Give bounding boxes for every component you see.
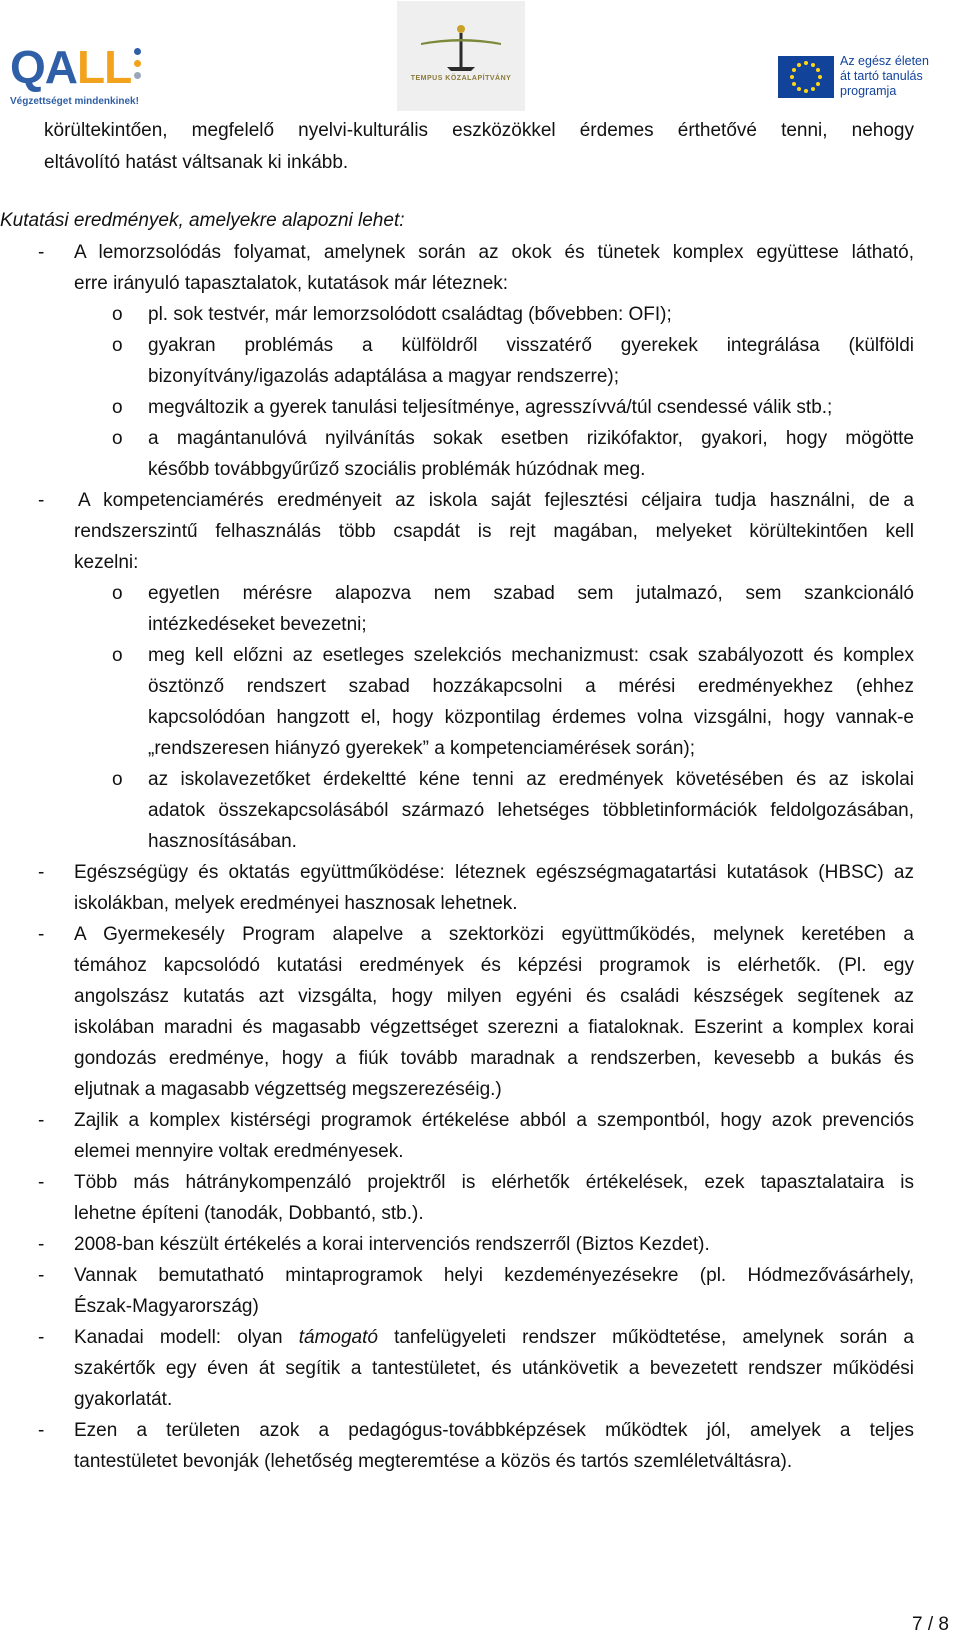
list-dash: - [38,1327,45,1348]
list-bullet: o [112,645,123,666]
tempus-logo [397,1,525,111]
list-dash: - [38,862,45,883]
text-line: A lemorzsolódás folyamat, amelynek során az okok és tünetek komplex együttese látható, [74,242,914,263]
text-line: egyetlen mérésre alapozva nem szabad sem jutalmazó, sem szankcionáló [148,583,914,604]
text-line: erre irányuló tapasztalatok, kutatások már léteznek: [74,273,509,294]
text-line: pl. sok testvér, már lemorzsolódott családtag (bővebben: OFI); [148,304,672,325]
list-dash: - [38,490,45,511]
section-heading: Kutatási eredmények, amelyekre alapozni lehet: [0,210,405,231]
text-line: Zajlik a komplex kistérségi programok értékelése abból a szempontból, hogy azok prevenciós [74,1110,914,1131]
text-line: az iskolavezetőket érdekeltté kéne tenni az eredmények követésében és az iskolai [148,769,914,790]
qall-logo-ll: LL [77,41,132,93]
text-line: adatok összekapcsolásából származó lehetséges többletinformációk feldolgozásában, [148,800,914,821]
qall-dots-icon [134,48,142,84]
text-line: Egészségügy és oktatás együttműködése: léteznek egészségmagatartási kutatások (HBSC) az [74,862,914,883]
text-line: kezelni: [74,552,139,573]
qall-logo [10,42,145,106]
text-line: Vannak bemutatható mintaprogramok helyi kezdeményezésekre (pl. Hódmezővásárhely, [74,1265,914,1286]
text-line: Több más hátránykompenzáló projektről is elérhetők értékelések, ezek tapasztalataira is [74,1172,914,1193]
text-line: gyakran problémás a külföldről visszatérő gyerekek integrálása (külföldi [148,335,914,356]
text-line: eltávolító hatást váltsanak ki inkább. [44,152,349,173]
emphasis: támogató [298,1327,378,1348]
qall-logo-q: QA [10,41,77,93]
eu-flag-icon [778,56,834,98]
text-line: „rendszeresen hiányzó gyerekek” a kompetenciamérések során); [148,738,696,759]
list-bullet: o [112,335,123,356]
text-line: témához kapcsolódó kutatási eredmények és képzési programok is elérhetők. (Pl. egy [74,955,914,976]
eu-stars-icon [778,56,834,98]
list-bullet: o [112,583,123,604]
list-bullet: o [112,769,123,790]
tempus-emblem-icon [417,23,505,73]
list-bullet: o [112,397,123,418]
qall-tagline: Végzettséget mindenkinek! [10,96,139,107]
text-line: rendszerszintű felhasználás több csapdát is rejt magában, melyeket körültekintően kell [74,521,914,542]
text-line: a magántanulóvá nyilvánítás sokak esetben rizikófaktor, gyakori, hogy mögötte [148,428,914,449]
text-line: Észak-Magyarország) [74,1296,259,1317]
list-dash: - [38,242,45,263]
text-line: intézkedéseket bevezetni; [148,614,367,635]
eu-logo-text: Az egész életen át tartó tanulás programja [840,54,929,98]
text-line: tantestületet bevonják (lehetőség megteremtése a közös és tartós szemléletváltásra). [74,1451,793,1472]
text-line: meg kell előzni az esetleges szelekciós mechanizmust: csak szabályozott és komplex [148,645,914,666]
text-line: később továbbgyűrűző szociális problémák húzódnak meg. [148,459,646,480]
text-line: angolszász kutatás azt vizsgálta, hogy milyen egyéni és családi készségek segítenek az [74,986,914,1007]
text-line: megváltozik a gyerek tanulási teljesítménye, agresszívvá/túl csendessé válik stb.; [148,397,833,418]
page-number: 7 / 8 [912,1614,949,1635]
text-line: gyakorlatát. [74,1389,173,1410]
text-line: elemei mennyire voltak eredményesek. [74,1141,404,1162]
text-line: hasznosításában. [148,831,297,852]
text-line: körültekintően, megfelelő nyelvi-kulturális eszközökkel érdemes érthetővé tenni, nehogy [44,120,914,141]
text-line: bizonyítvány/igazolás adaptálása a magyar rendszerre); [148,366,620,387]
list-bullet: o [112,304,123,325]
text-line: A Gyermekesély Program alapelve a szektorközi együttműködés, melynek keretében a [74,924,914,945]
text-line: lehetne építeni (tanodák, Dobbantó, stb.). [74,1203,424,1224]
list-dash: - [38,1420,45,1441]
tempus-logo-text: TEMPUS KÖZALAPÍTVÁNY [410,75,512,82]
text-line: iskolákban, melyek eredményei hasznosak lehetnek. [74,893,518,914]
text-line: iskolában maradni és magasabb végzettséget szerezni a fiataloknak. Eszerint a komplex korai [74,1017,914,1038]
text-line: 2008-ban készült értékelés a korai intervenciós rendszerről (Biztos Kezdet). [74,1234,710,1255]
text-line: Ezen a területen azok a pedagógus-továbbképzések működtek jól, amelyek a teljes [74,1420,914,1441]
page-header [0,0,960,115]
list-dash: - [38,924,45,945]
text-line: kapcsolódóan hangzott el, hogy központilag érdemes volna vizsgálni, hogy vannak-e [148,707,914,728]
text-line: szakértők egy éven át segítik a tantestületet, és utánkövetik a bevezetett rendszer működési [74,1358,914,1379]
list-dash: - [38,1234,45,1255]
list-dash: - [38,1110,45,1131]
text-line: A kompetenciamérés eredményeit az iskola saját fejlesztési céljaira tudja használni, de a [78,490,914,511]
list-bullet: o [112,428,123,449]
list-dash: - [38,1172,45,1193]
text-line: Kanadai modell: olyan támogató tanfelügyeleti rendszer működtetése, amelynek során a [74,1327,914,1348]
text-line: ösztönző rendszert szabad hozzákapcsolni a mérési eredményekhez (ehhez [148,676,914,697]
text-line: eljutnak a magasabb végzettség megszerezéséig.) [74,1079,502,1100]
text-line: gondozás eredménye, hogy a fiúk tovább maradnak a rendszerben, kevesebb a bukás és [74,1048,914,1069]
list-dash: - [38,1265,45,1286]
eu-lifelong-learning-logo [778,54,948,102]
